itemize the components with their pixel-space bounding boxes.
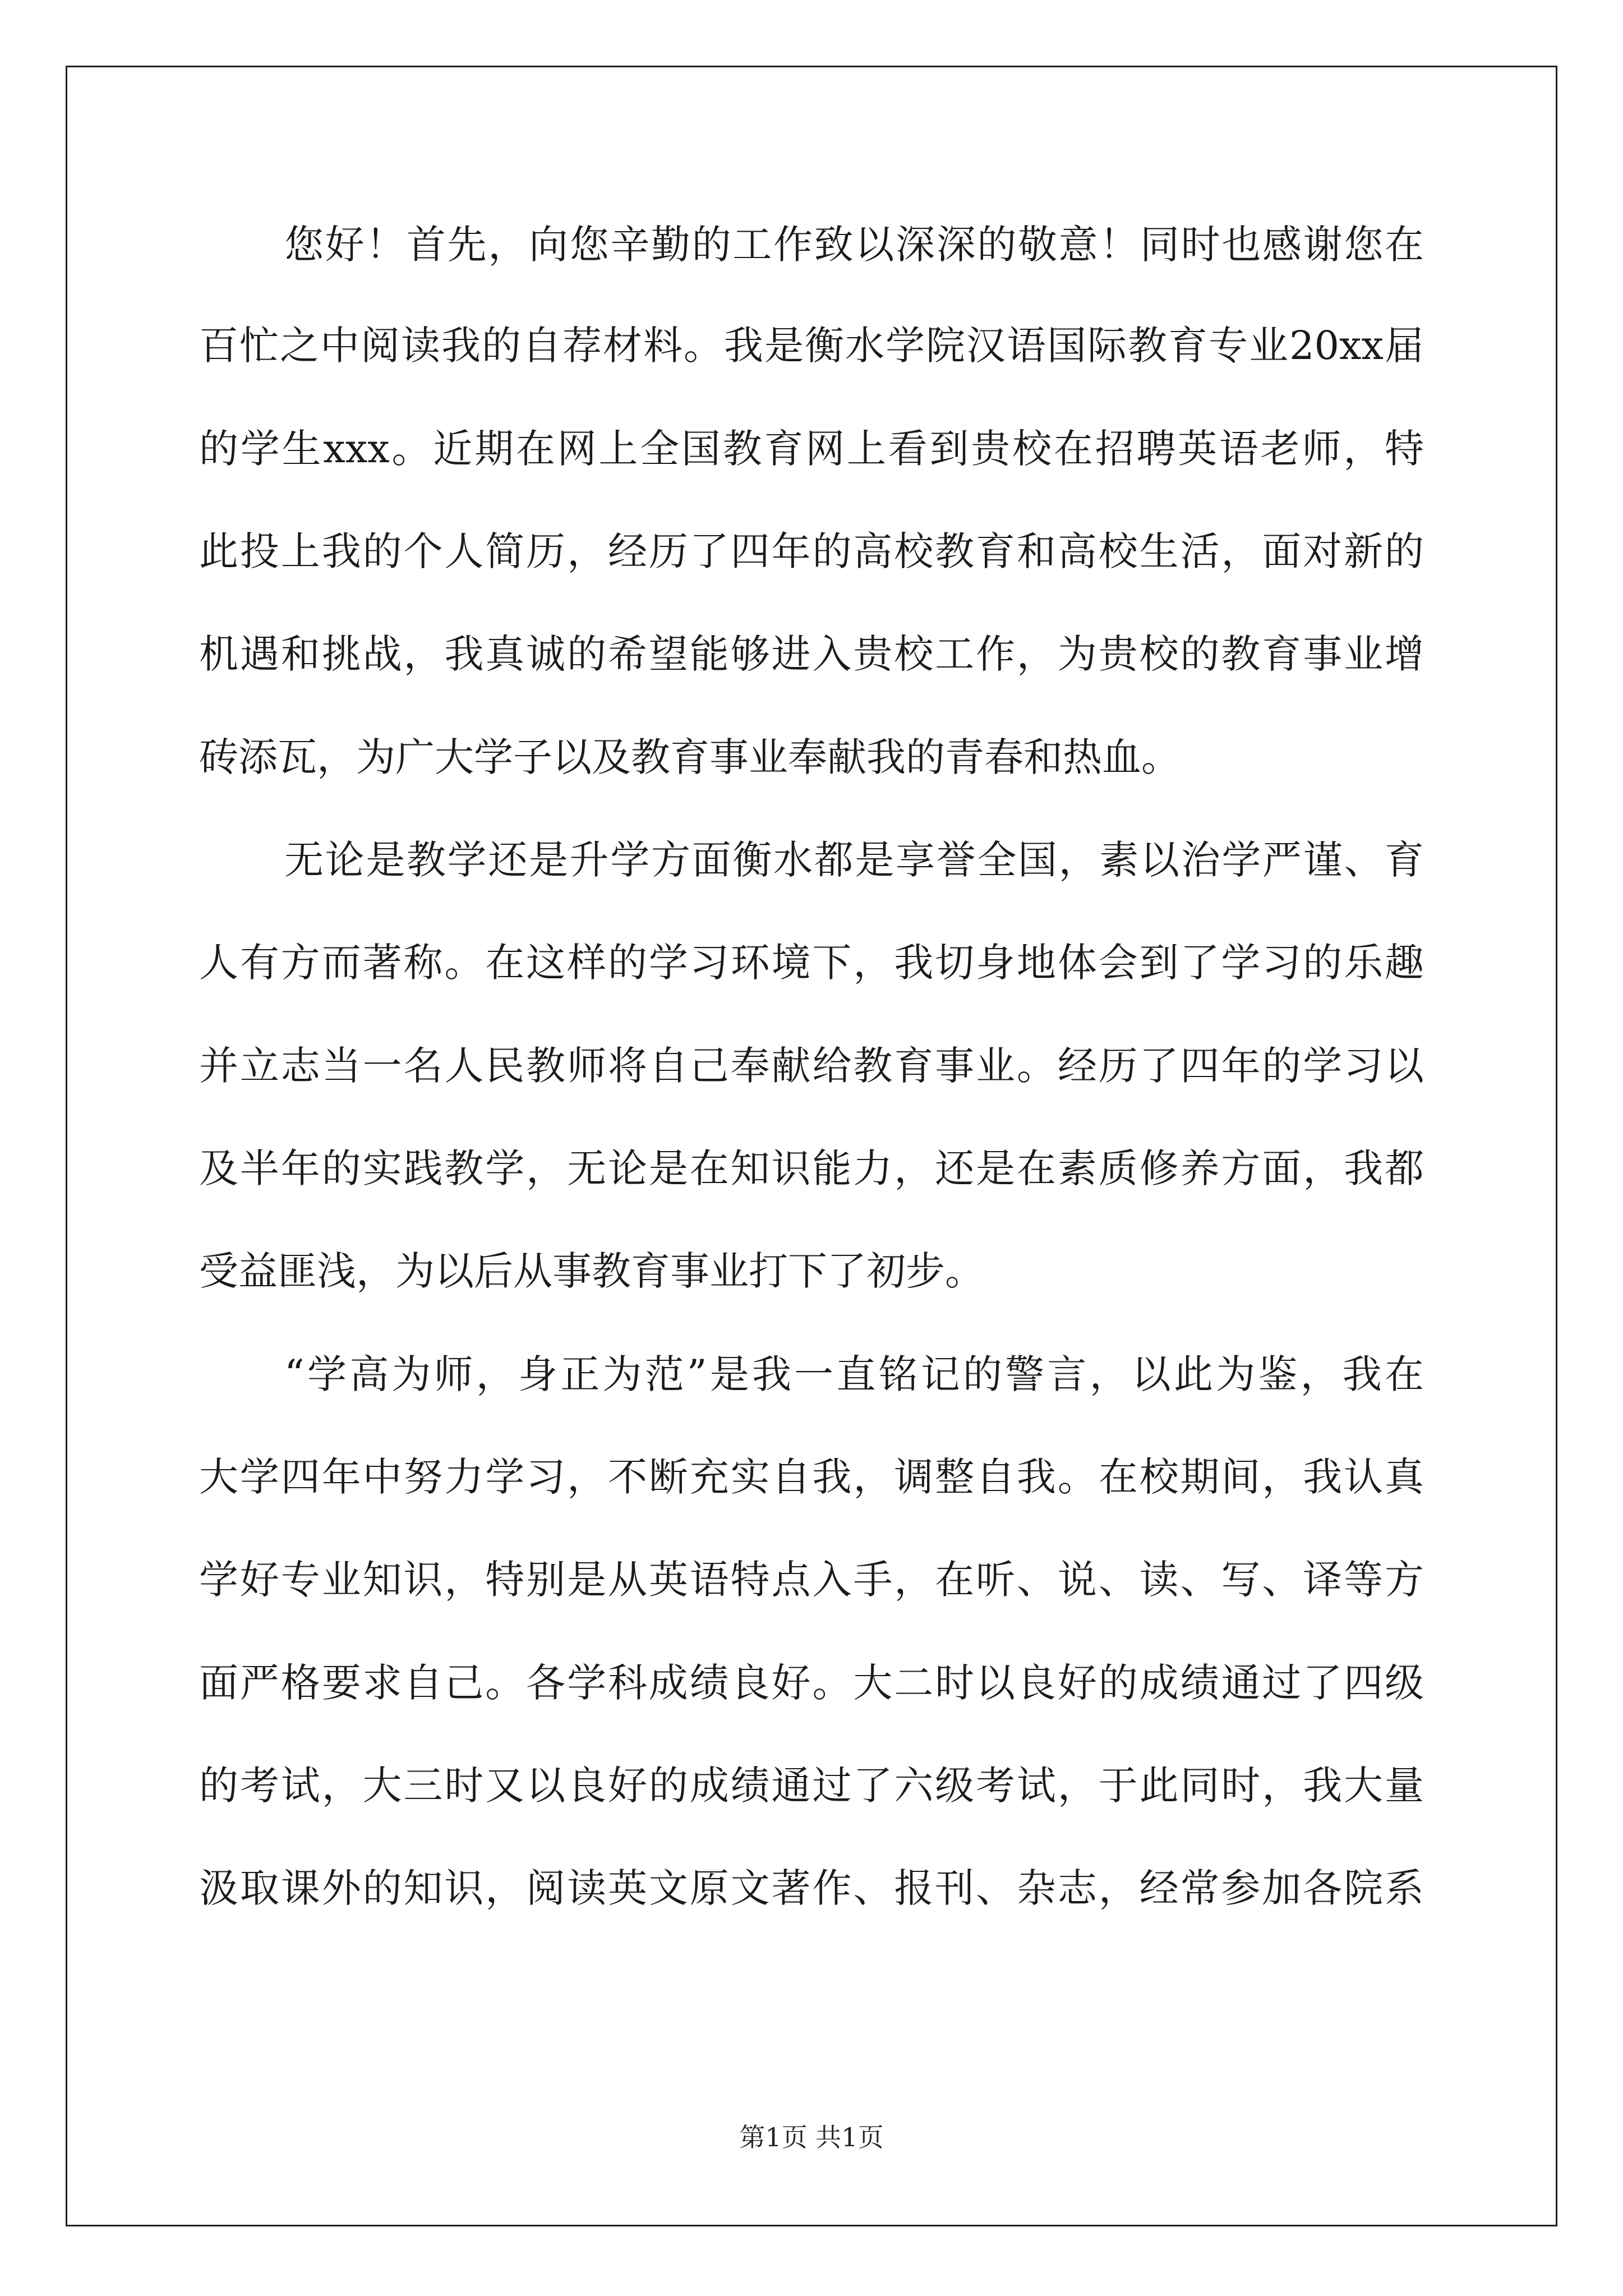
text-line: 无论是教学还是升学方面衡水都是享誉全国，素以治学严谨、育 [284,837,1424,883]
text-line: 的学生xxx。近期在网上全国教育网上看到贵校在招聘英语老师，特 [199,426,1424,472]
text-line: 并立志当一名人民教师将自己奉献给教育事业。经历了四年的学习以 [199,1043,1424,1089]
text-line: 此投上我的个人简历，经历了四年的高校教育和高校生活，面对新的 [199,528,1424,574]
text-line: 的考试，大三时又以良好的成绩通过了六级考试，于此同时，我大量 [199,1763,1424,1809]
text-line: 砖添瓦，为广大学子以及教育事业奉献我的青春和热血。 [199,734,1181,780]
text-line: 人有方而著称。在这样的学习环境下，我切身地体会到了学习的乐趣 [199,940,1424,986]
text-line: 您好！首先，向您辛勤的工作致以深深的敬意！同时也感谢您在 [284,222,1424,268]
text-line: 百忙之中阅读我的自荐材料。我是衡水学院汉语国际教育专业20xx届 [199,323,1424,369]
text-line: “学高为师，身正为范”是我一直铭记的警言，以此为鉴，我在 [284,1351,1424,1397]
text-line: 机遇和挑战，我真诚的希望能够进入贵校工作，为贵校的教育事业增 [199,631,1424,677]
text-line: 及半年的实践教学，无论是在知识能力，还是在素质修养方面，我都 [199,1145,1424,1191]
text-line: 学好专业知识，特别是从英语特点入手，在听、说、读、写、译等方 [199,1557,1424,1603]
text-line: 面严格要求自己。各学科成绩良好。大二时以良好的成绩通过了四级 [199,1660,1424,1706]
text-line: 大学四年中努力学习，不断充实自我，调整自我。在校期间，我认真 [199,1454,1424,1500]
page-number-footer: 第1页 共1页 [739,2122,884,2152]
text-line: 汲取课外的知识，阅读英文原文著作、报刊、杂志，经常参加各院系 [199,1865,1424,1911]
text-line: 受益匪浅，为以后从事教育事业打下了初步。 [199,1248,984,1294]
